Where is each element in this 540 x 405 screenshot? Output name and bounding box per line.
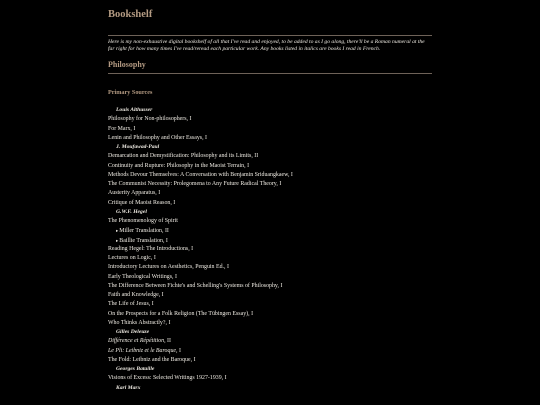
- read-count: I: [133, 125, 136, 132]
- separator: ,: [150, 255, 154, 262]
- book-title: On the Prospects for a Folk Religion (The Tübingen Essay): [108, 310, 249, 317]
- read-count: I: [165, 237, 168, 244]
- subsection-title: Primary Sources: [108, 89, 153, 97]
- book-item: [108, 310, 432, 319]
- author-heading: Karl Marx: [116, 384, 141, 391]
- book-item: [108, 152, 432, 161]
- author-heading: Georges Bataille: [116, 366, 155, 373]
- book-item: [108, 319, 432, 328]
- separator: ,: [176, 347, 179, 354]
- separator: ,: [164, 338, 168, 345]
- separator: ,: [186, 116, 190, 123]
- separator: ,: [155, 190, 159, 197]
- book-item: [108, 125, 432, 134]
- read-count: I: [224, 375, 227, 382]
- separator: ,: [277, 282, 281, 289]
- book-item: [108, 263, 432, 272]
- translation-item: [108, 236, 432, 245]
- read-count: II: [167, 338, 171, 345]
- book-title: Faith and Knowledge: [108, 292, 159, 299]
- page-title: Bookshelf: [108, 9, 153, 20]
- read-count: I: [251, 310, 254, 317]
- separator: ,: [202, 134, 206, 141]
- read-count: I: [153, 255, 156, 262]
- separator: ,: [276, 181, 280, 188]
- separator: ,: [188, 245, 192, 252]
- title-divider: [108, 35, 432, 36]
- read-count: I: [168, 319, 171, 326]
- separator: ,: [190, 356, 194, 363]
- book-title: Philosophy for Non-philosophers: [108, 116, 187, 123]
- book-item: [108, 189, 432, 198]
- book-title: For Marx: [108, 125, 131, 132]
- section-title: Philosophy: [108, 60, 146, 70]
- book-item: [108, 347, 432, 356]
- book-title: The Fold: Leibniz and the Baroque: [108, 356, 191, 363]
- read-count: II: [164, 228, 169, 235]
- read-count: I: [279, 181, 282, 188]
- read-count: I: [191, 245, 194, 252]
- read-count: I: [290, 171, 293, 178]
- book-item: [108, 254, 432, 263]
- author-heading: G.W.F. Hegel: [116, 208, 147, 215]
- book-item: [108, 374, 432, 383]
- intro-paragraph: Here is my non-exhaustive digital bookshelf of all that I've read and enjoyed, to be added to as I go along, there'll be a Roman numeral at the far right for how many times I've read/reread each particular work. Any books listed in italics are books I read in French.: [108, 39, 425, 52]
- book-title: Lectures on Logic: [108, 255, 151, 262]
- book-title: Baillie Translation: [119, 237, 163, 244]
- book-title: Early Theological Writings: [108, 273, 172, 280]
- separator: ,: [130, 125, 134, 132]
- separator: ,: [224, 264, 227, 271]
- author-heading: Louis Althusser: [116, 107, 153, 114]
- read-count: I: [151, 301, 154, 308]
- separator: ,: [162, 237, 166, 244]
- caret-right-icon: ▸: [116, 228, 119, 234]
- book-title: The Difference Between Fichte's and Schelling's Systems of Philosophy: [108, 282, 278, 289]
- read-count: I: [173, 199, 176, 206]
- book-title: Demarcation and Demystification: Philosophy and its Limits: [108, 153, 252, 160]
- book-title: Continuity and Rupture: Philosophy in the Maoist Terrain: [108, 162, 245, 169]
- book-title: Austerity Apparatus: [108, 190, 156, 197]
- book-item: [108, 300, 432, 309]
- read-count: I: [193, 356, 196, 363]
- book-title: The Phenomenology of Spirit: [108, 218, 178, 225]
- book-list: [108, 106, 432, 393]
- read-count: I: [280, 282, 283, 289]
- separator: ,: [158, 292, 162, 299]
- read-count: I: [178, 347, 181, 354]
- book-title: Visions of Excess: Selected Writings 1927-1939: [108, 375, 222, 382]
- book-title: Who Thinks Abstractly?: [108, 319, 166, 326]
- section-divider: [108, 73, 432, 74]
- separator: ,: [170, 199, 174, 206]
- separator: ,: [221, 375, 225, 382]
- book-item: [108, 115, 432, 124]
- caret-right-icon: ▸: [116, 237, 119, 243]
- book-item: [108, 171, 432, 180]
- book-title: Le Pli: Leibniz et le Baroque: [108, 347, 177, 354]
- book-item: [108, 180, 432, 189]
- book-item: [108, 217, 432, 226]
- read-count: I: [174, 273, 177, 280]
- author-heading: J. Moufawad-Paul: [116, 144, 160, 151]
- book-item: [108, 245, 432, 254]
- separator: ,: [244, 162, 248, 169]
- separator: ,: [248, 310, 252, 317]
- read-count: I: [189, 116, 192, 123]
- book-title: The Communist Necessity: Prolegomena to Any Future Radical Theory: [108, 181, 277, 188]
- separator: ,: [148, 301, 152, 308]
- read-count: I: [161, 292, 164, 299]
- book-title: Différence et Répétition: [108, 338, 165, 345]
- separator: ,: [251, 153, 255, 160]
- read-count: I: [158, 190, 161, 197]
- separator: ,: [165, 319, 169, 326]
- author-heading: Gilles Deleuze: [116, 329, 150, 336]
- read-count: I: [205, 134, 207, 141]
- book-title: Lenin and Philosophy and Other Essays: [108, 134, 203, 141]
- book-title: Reading Hegel: The Introductions: [108, 245, 189, 252]
- book-title: Methods Devour Themselves: A Conversation with Benjamin Sriduangkaew: [108, 171, 288, 178]
- separator: ,: [287, 171, 291, 178]
- read-count: I: [247, 162, 250, 169]
- book-item: [108, 356, 432, 365]
- book-item: [108, 291, 432, 300]
- book-title: Miller Translation: [119, 228, 162, 235]
- content-column: [108, 8, 432, 393]
- book-item: [108, 162, 432, 171]
- book-item: [108, 134, 432, 143]
- book-title: Critique of Maoist Reason: [108, 199, 171, 206]
- separator: ,: [161, 228, 165, 235]
- book-item: [108, 282, 432, 291]
- book-item: [108, 273, 432, 282]
- read-count: II: [254, 153, 259, 160]
- book-title: Introductory Lectures on Aesthetics, Penguin Ed.: [108, 264, 224, 271]
- read-count: I: [226, 264, 229, 271]
- translation-item: [108, 226, 432, 235]
- book-item: [108, 199, 432, 208]
- book-item: [108, 337, 432, 346]
- book-title: The Life of Jesus: [108, 301, 149, 308]
- separator: ,: [172, 273, 175, 280]
